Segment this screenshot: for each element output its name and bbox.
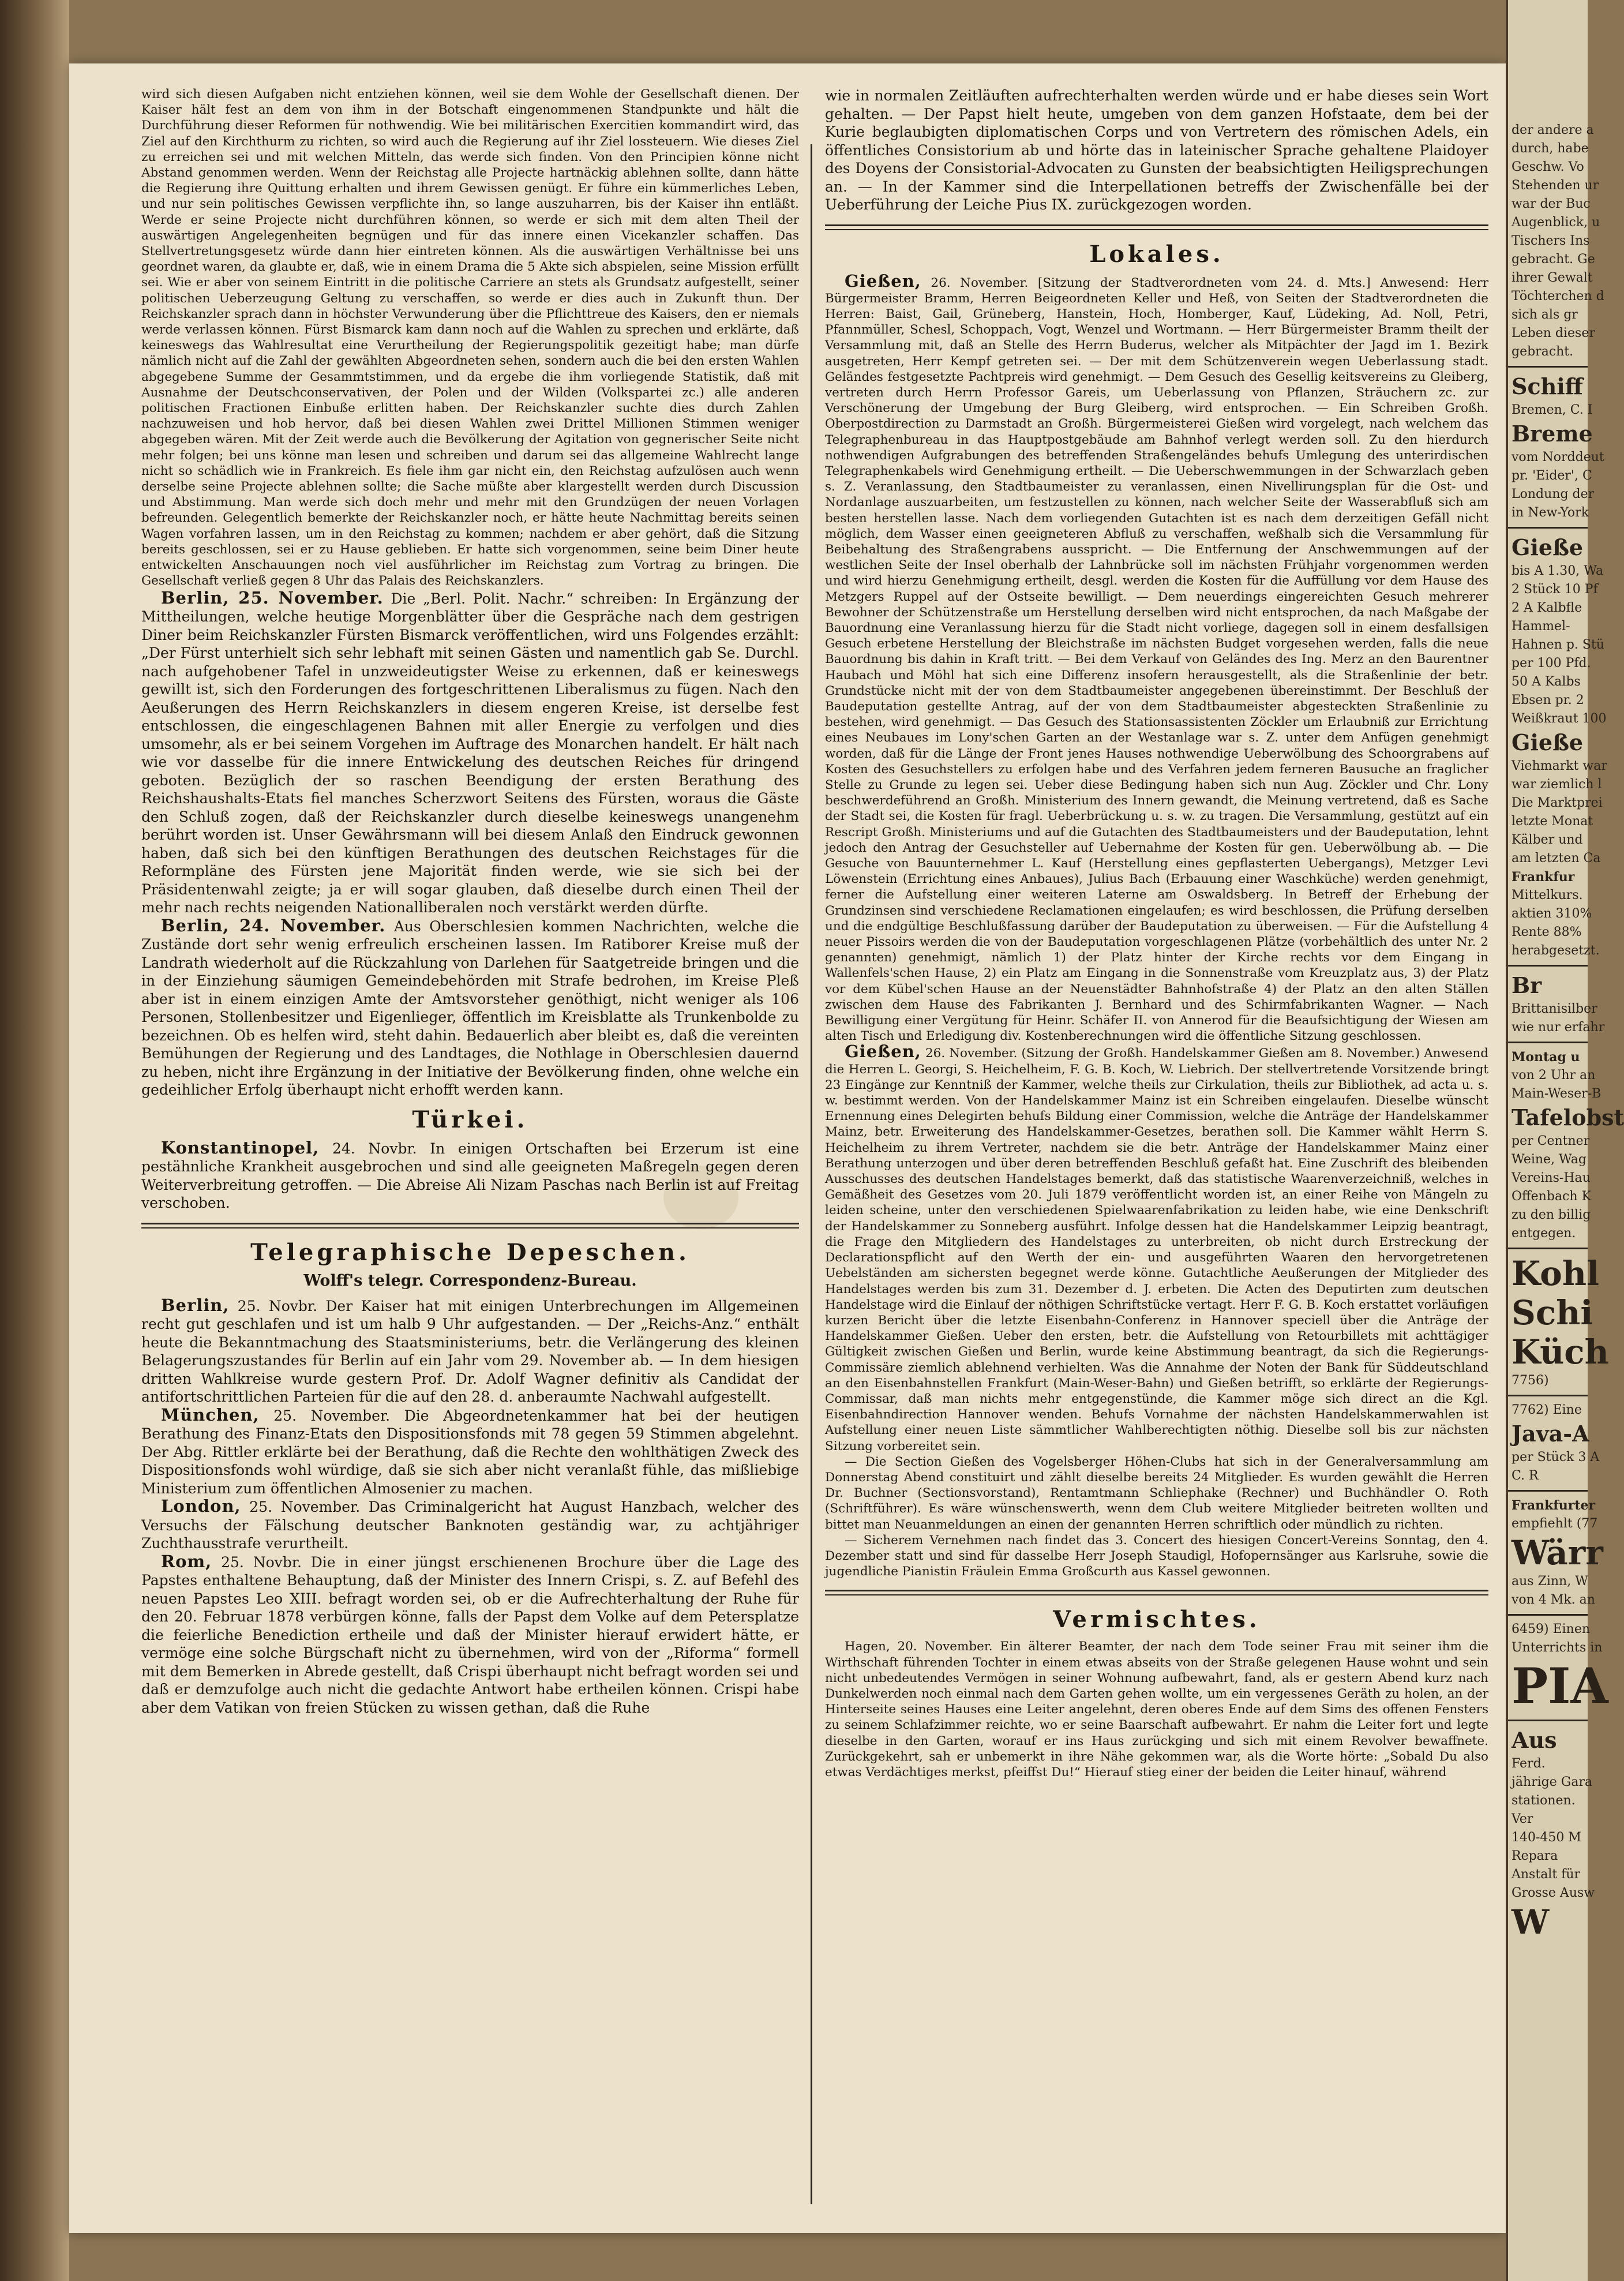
strip-line: aktien 310% [1512,907,1592,921]
strip-line: Anstalt für [1512,1867,1581,1882]
strip-line: 50 A Kalbs [1512,675,1581,689]
article-text: 24. Novbr. In einigen Ortschaften bei Erzerum ist eine pestähnliche Krankheit ausgebrochen und sind alle geeigneten Maßregeln gegen deren Weiterverbreitung getroffen. — Die Abreise Ali Nizam Paschas nach Berlin ist auf Freitag verschoben. [141,1140,799,1211]
strip-line: wie nur erfahr [1512,1020,1605,1035]
telegram-rom [141,1553,799,1717]
adjacent-page-strip [1506,0,1624,2281]
strip-line: aus Zinn, W [1512,1574,1588,1589]
strip-line: Geschw. Vo [1512,160,1584,174]
strip-line: Repara [1512,1849,1558,1863]
dateline: Berlin, 25. November. [161,587,384,608]
strip-line: jährige Gara [1512,1775,1593,1789]
article-text: Die „Berl. Polit. Nachr.“ schreiben: In Ergänzung der Mittheilungen, welche heutige Morgenblätter über die Gespräche nach dem gestrigen Diner beim Reichskanzler Fürsten Bismarck veröffentlichen, wird uns Folgendes erzählt: „Der Fürst unterhielt sich sehr lebhaft mit seinen Gästen und namentlich gab Se. Durchl. nach aufgehobener Tafel in unzweideutigster Weise zu erkennen, daß er keineswegs gewillt ist, sich den Forderungen des fortgeschrittenen Liberalismus zu fügen. Nach den Aeußerungen des Herrn Reichskanzlers in diesem engeren Kreise, ist derselbe fest entschlossen, die eingeschlagenen Bahnen mit aller Energie zu verfolgen und dies umsomehr, als er bei seinem Vorgehen im Auftrage des Monarchen handelt. Er hält nach wie vor dasselbe für die innere Entwickelung des deutschen Reiches für dringend geboten. Bezüglich der so raschen Beendigung der ersten Berathung des Reichshaushalts-Etats fiel manches Scherzwort Seitens des Fürsten, woraus die Gäste den Schluß zogen, daß der Reichskanzler durch dieselbe keineswegs unangenehm berührt worden ist. Unser Gewährsmann will bei diesem Anlaß den Eindruck gewonnen haben, daß sich bei den künftigen Berathungen des deutschen Reichstages für die Reformpläne des Fürsten jene Majorität finden werde, wie sie sich bei der Präsidentenwahl zeigte; ja er will sogar glauben, daß dieselbe durch einen Theil der mehr nach rechts neigenden Nationalliberalen noch verstärkt werden dürfte. [141,590,799,916]
strip-line: Töchterchen d [1512,289,1604,304]
strip-line: Tischers Ins [1512,234,1590,248]
article-bismarck-speech: wird sich diesen Aufgaben nicht entziehen können, weil sie dem Wohle der Gesellschaft dienen. Der Kaiser hält fest an dem von ihm in der Botschaft eingenommenen Standpunkte und hält die Durchführung dieser Reformen für nothwendig. Wie bei militärischen Exercitien kommandirt wird, das Ziel auf den Kirchthurm zu richten, so wird auch die Regierung auf ihr Ziel lossteuern. Wie dieses Ziel zu erreichen sei und mit welchen Mitteln, das werde sich finden. Von den Principien könne nicht Abstand genommen werden. Wenn der Reichstag alle Projecte hartnäckig ablehnen sollte, dann hätte die Regierung ihre Quittung erhalten und ihrem Gewissen genügt. Er führe ein kümmerliches Leben, und nur sein politisches Gewissen verpflichte ihn, so lange auszuharren, bis der Kaiser ihn entläßt. Werde er seine Projecte nicht durchführen können, so werde er sich mit dem alten Theil der auswärtigen Angelegenheiten begnügen und für das innere einen Vicekanzler schaffen. Das Stellvertretungsgesetz würde dann hier eintreten können. Als die auswärtigen Verhältnisse bei uns geordnet waren, da glaubte er, daß, wie in einem Drama die 5 Akte sich abspielen, seine Mission erfüllt sei. Wie er aber von seinem Eintritt in die politische Carriere an stets als Grundsatz aufgestellt, seiner politischen Ueberzeugung Geltung zu verschaffen, so werde er dies auch in Zukunft thun. Der Reichskanzler sprach dann in höchster Verwunderung über die Pflichttreue des Kaisers, den er niemals werde verlassen können. Fürst Bismarck kam dann noch auf die Wahlen zu sprechen und erklärte, daß keineswegs das Wahlresultat eine Verurtheilung der Regierungspolitik gezeitigt habe; man dürfe nämlich nicht auf die Zahl der gewählten Abgeordneten sehen, sondern auch die bei den ersten Wahlen abgegebene Summe der Gesammtstimmen, und da ergebe die ihm vorliegende Statistik, daß mit Ausnahme der Deutschconservativen, der Polen und der Wilden (Volkspartei zc.) alle anderen politischen Fractionen Einbuße erlitten haben. Der Reichskanzler suchte dies durch Zahlen nachzuweisen und hob hervor, daß bei diesen Wahlen zwei Drittel Millionen Stimmen weniger abgegeben wären. Mit der Zeit werde auch die Bevölkerung der Agitation von gegnerischer Seite nicht mehr folgen; bei uns könne man lesen und schreiben und darum sei das allgemeine Wahlrecht lange nicht so schädlich wie in Frankreich. Es fiele ihm gar nicht ein, den Reichstag aufzulösen auch wenn derselbe seine Projecte ablehnen sollte; die Sache müßte aber klargestellt werden durch Discussion und Abstimmung. Man werde sich doch mehr und mehr mit den Grundzügen der neuen Vorlagen befreunden. Gelegentlich bemerkte der Reichskanzler noch, er hätte heute Nachmittag bereits seinen Wagen vorfahren lassen, um in den Reichstag zu kommen; nachdem er aber gehört, daß die Sitzung bereits geschlossen, sei er zu Hause geblieben. Er hatte sich vorgenommen, seine beim Diner heute entwickelten Anschauungen noch viel ausführlicher im Reichstag zum Vortrag zu bringen. Die Gesellschaft verließ gegen 8 Uhr das Palais des Reichskanzlers. [141,87,799,589]
strip-line: Bremen, C. I [1512,403,1593,417]
strip-line: war ziemlich l [1512,777,1602,792]
article-text: Aus Oberschlesien kommen Nachrichten, welche die Zustände dort sehr wenig erfreulich erscheinen lassen. Im Ratiborer Kreise muß der Landrath wiederholt auf die Rückzahlung von Darlehen für Saatgetreide bringen und die in der Einziehung säumigen Gemeindebehörden mit Strafe bedrohen, im Kreise Pleß aber ist in einem einzigen Amte der Amtsvorsteher genöthigt, nicht weniger als 106 Personen, Stollenbesitzer und Eigenlieger, öffentlich im Kreisblatte als Trunkenbolde zu bezeichnen. Ob es helfen wird, steht dahin. Bedauerlich aber bleibt es, daß die vereinten Bemühungen der Regierung und des Landtages, die Nothlage in Oberschlesien dauernd zu heben, nicht ihre Ergänzung in der Initiative der Bevölkerung finden, ohne welche ein gedeihlicher Erfolg überhaupt nicht erhofft werden kann. [141,917,799,1098]
dateline: Gießen, [845,1042,921,1062]
section-heading-lokales: Lokales. [1089,240,1224,268]
strip-line: Unterrichts in [1512,1640,1603,1655]
strip-ad-big: W [1512,1902,1550,1942]
article-handelskammer [825,1044,1488,1454]
strip-line: Stehenden ur [1512,178,1599,193]
strip-line: 2 Stück 10 Pf [1512,582,1598,597]
strip-line: gebracht. [1512,344,1574,359]
dateline: München, [161,1404,260,1425]
strip-line: Weißkraut 100 [1512,711,1607,726]
strip-ad-big: Küch [1512,1332,1609,1372]
dateline: Berlin, 24. November. [161,915,386,935]
strip-ad-big: Kohl [1512,1254,1600,1293]
strip-line: Die Marktprei [1512,796,1603,810]
section-heading-vermischtes: Vermischtes. [1053,1606,1261,1634]
strip-line: 7762) Eine [1512,1403,1582,1417]
article-text: 25. Novbr. Die in einer jüngst erschienenen Brochure über die Lage des Papstes enthaltene Behauptung, daß der Minister des Innern Crispi, s. Z. auf Befehl des neuen Papstes Leo XIII. befragt worden sei, ob er die Aufrechterhaltung der Ruhe für den 20. Februar 1878 verbürgen könne, falls der Papst dem Volke auf dem Petersplatze die feierliche Benediction ertheile und daß der Minister hierauf erwidert hätte, er vermöge eine solche Bürgschaft nicht zu übernehmen, wird von der „Riforma“ formell mit dem Bemerken in Abrede gestellt, daß Crispi überhaupt nicht befragt worden sei und daß er demzufolge auch nicht die gedachte Antwort habe ertheilen können. Crispi habe aber dem Vatikan von freien Stücken zu wissen gethan, daß die Ruhe [141,1553,800,1716]
strip-line: von 4 Mk. an [1512,1593,1595,1607]
section-rule [825,224,1488,230]
strip-line: 6459) Einen [1512,1622,1591,1636]
strip-line: Ferd. [1512,1756,1546,1771]
dateline: Rom, [161,1551,212,1571]
strip-ad: Br [1512,972,1542,998]
telegram-muenchen [141,1406,799,1498]
strip-line: Vereins-Hau [1512,1171,1591,1185]
strip-line: entgegen. [1512,1226,1576,1241]
strip-ad: Aus [1512,1727,1557,1753]
dateline: Konstantinopel, [161,1137,320,1158]
dateline: Gießen, [845,271,921,291]
strip-line: Ver [1512,1812,1533,1826]
strip-line: Main-Weser-B [1512,1087,1602,1101]
strip-heading: Schiff [1512,373,1583,399]
section-rule [825,1590,1488,1595]
strip-line: in New-York [1512,505,1589,520]
section-rule [141,1223,799,1228]
strip-line: bis A 1.30, Wa [1512,564,1604,578]
strip-line: 140-450 M [1512,1830,1581,1845]
dateline: London, [161,1496,241,1516]
article-text: 26. November. [Sitzung der Stadtverordneten vom 24. d. Mts.] Anwesend: Herr Bürgermeister Bramm, Herren Beigeordneten Keller und Heß, von Seiten der Stadtverordneten die Herren: Baist, Gail, Grüneberg, Hanstein, Hoch, Homberger, Kauf, Lüdeking, Ad. Noll, Petri, Pfannmüller, Schesl, Schoppach, Vogt, Wenzel und Wortmann. — Herr Bürgermeister Bramm theilt der Versammlung mit, daß an Stelle des Herrn Buderus, welcher als Mitpächter der Jagd im 1. Bezirk ausgetreten, Herr Kempf getreten sei. — Der mit dem Schützenverein wegen Ueberlassung stadt. Geländes festgesetzte Pachtpreis wird genehmigt. — Dem Gesuch des Gesellig keitsvereins zu Gleiberg, vertreten durch Herrn Professor Gareis, um Ueberlassung von Pflanzen, Sträuchern zc. zur Verschönerung der Umgebung der Burg Gleiberg, wird entsprochen. — Ein Schreiben Großh. Oberpostdirection zu Darmstadt an Großh. Bürgermeisterei Gießen wird vorgelegt, nach welchem das Telegraphenbureau in das Hauptpostgebäude am Bahnhof verlegt werden soll. Zu den hierdurch nothwendigen Aufgrabungen des betreffenden Straßengeländes behufs Umlegung des unterirdischen Telegraphenkabels wird Genehmigung ertheilt. — Die Ueberschwemmungen in der Schwarzlach geben s. Z. Veranlassung, den Stadtbaumeister zu veranlassen, einen Nivellirungsplan für die Ost- und Nordanlage auszuarbeiten, um festzustellen zu können, nach welcher Seite der Wasserabfluß sich am besten herstellen lasse. Nach dem vorliegenden Gutachten ist es nach dem derzeitigen Gefäll nicht möglich, dem Wasser einen geeigneteren Abfluß zu verschaffen, weßhalb sich die Versammlung für Beibehaltung des Straßengrabens ausspricht. — Die Entfernung der Anschwemmungen auf der westlichen Seite der Insel oberhalb der Lahnbrücke soll im nächsten Frühjahr vorgenommen werden und wird hierzu Genehmigung ertheilt, desgl. werden die Kosten für die Auffüllung vor dem Hause des Metzgers Ruppel auf der Ostseite bewilligt. — Dem neuerdings eingereichten Gesuch mehrerer Bewohner der Schützenstraße um Herstellung derselben wird nicht entsprochen, da nach Maßgabe der Bauordnung eine Veranlassung hierzu für die Stadt nicht vorliege, dagegen soll in einem desfallsigen Gesuch erbetene Herstellung der Bleichstraße im nächsten Budget vorgesehen werden, falls die neue Bauordnung bis dahin in Kraft tritt. — Bei dem Verkauf von Geländes des Ing. Merz an den Baurentner Haubach und Möhl hat sich eine Differenz insofern herausgestellt, als die Straßenlinie der betr. Grundstücke nicht mit der von dem Stadtbaumeister angegebenen übereinstimmt. Der Beschluß der Baudeputation gestellte Antrag, auf der von dem Stadtbaumeister abgesteckten Straßenlinie zu bestehen, wird genehmigt. — Das Gesuch des Stationsassistenten Zöckler um Erlaubniß zur Errichtung eines Neubaues im Lony'schen Garten an der Westanlage war s. Z. unter dem Anfügen genehmigt worden, daß für die Länge der Front jenes Hauses nothwendige Ueberwölbung des Schoorgrabens auf Kosten des Gesuchstellers zu erfolgen habe und des Verfahren jedem ferneren Bausuche an fraglicher Stelle zu Grunde zu legen sei. Ueber diese Bedingung haben sich nun Aug. Zöckler und Chr. Lony beschwerdeführend an Großh. Ministerium des Innern gewandt, die Meinung vertretend, daß es Sache der Stadt sei, die Kosten für fragl. Ueberbrückung u. s. w. zu tragen. Die Versammlung, gestützt auf ein Rescript Großh. Ministeriums und auf die Gutachten des Stadtbaumeisters und der Baudeputation, lehnt jedoch den Antrag der Gesuchsteller auf Uebernahme der Kosten für gen. Ueberwölbung ab. — Die Gesuche von Bauunternehmer L. Kauf (Herstellung eines gepflasterten Uebergangs), Metzger Levi Löwenstein (Errichtung eines Anbaues), Julius Bach (Erbauung einer Waschküche) werden genehmigt, ferner die Aufstellung einer weiteren Laterne am Oswaldsberg. In Betreff der Erhebung der Grundzinsen sind verschiedene Reclamationen eingelaufen; es wird beschlossen, die Prüfung derselben und die endgültige Beschlußfassung darüber der Baudeputation zu überweisen. — Für die Aufstellung 4 neuer Pissoirs werden die von der Baudeputation vorgeschlagenen Plätze (vorbehältlich des unter Nr. 2 genannten) genehmigt, nämlich 1) der Platz hinter der Kirche rechts vor dem Eingang in Wallenfels'schen Hause, 2) ein Platz am Eingang in die Sonnenstraße vom Kreuzplatz aus, 3) der Platz vor dem Kübel'schen Hause an der Neuenstädter Bahnhofstraße 4) der Platz an den alten Ställen zwischen dem Hause des Fabrikanten J. Bernhard und des Schirmfabrikanten Wagner. — Nach Bewilligung einer Vergütung für Heinr. Schäfer II. von Annerod für die Beaufsichtigung der Wiesen am alten Tisch und Erledigung div. Kostenberechnungen wird die öffentliche Sitzung geschlossen. [825,275,1488,1044]
strip-line: Rente 88% [1512,925,1582,939]
strip-line: war der Buc [1512,197,1591,211]
telegram-berlin [141,1297,799,1406]
section-subheading-wolff: Wolff's telegr. Correspondenz-Bureau. [303,1271,637,1290]
strip-ad-big: PIA [1512,1657,1608,1714]
strip-line: Mittelkurs. [1512,888,1583,902]
strip-ad-big: Schi [1512,1293,1593,1332]
strip-line: sich als gr [1512,308,1578,322]
strip-line: 2 A Kalbfle [1512,601,1582,615]
article-stadtverordneten [825,271,1488,1044]
strip-line: der andere a [1512,123,1594,137]
column-divider [811,144,812,2204]
strip-line: Montag u [1512,1050,1580,1065]
strip-line: Augenblick, u [1512,215,1600,230]
strip-line: Viehmarkt war [1512,759,1607,773]
strip-line: vom Norddeut [1512,450,1604,465]
strip-line: 7756) [1512,1373,1549,1388]
article-vogelsberger: — Die Section Gießen des Vogelsberger Höhen-Clubs hat sich in der Generalversammlung am Donnerstag Abend constituirt und zählt dieselbe bereits 24 Mitglieder. Es wurden gewählt die Herren Dr. Buchner (Sectionsvorstand), Rentamtmann Schliephake (Rechner) und Buchhändler O. Roth (Schriftführer). Es wäre wünschenswerth, wenn dem Club weitere Mitglieder beitreten wollten und bittet man Neuanmeldungen an einen der genannten Herren schriftlich oder mündlich zu richten. [825,1454,1488,1532]
strip-line: durch, habe [1512,141,1589,156]
strip-line: von 2 Uhr an [1512,1068,1596,1083]
strip-ad: Tafelobst [1512,1104,1624,1130]
article-text: 25. November. Das Criminalgericht hat August Hanzbach, welcher des Versuchs der Fälschung deutscher Banknoten geständig war, zu achtjähriger Zuchthausstrafe verurtheilt. [141,1499,799,1552]
column-left [141,87,799,2187]
strip-line: per 100 Pfd. [1512,656,1591,671]
strip-line: Hahnen p. Stü [1512,638,1604,652]
strip-line: letzte Monat [1512,814,1593,829]
article-text: 26. November. (Sitzung der Großh. Handelskammer Gießen am 8. November.) Anwesend die Herren L. Georgi, S. Heichelheim, F. G. B. Koch, W. Liebrich. Der stellvertretende Vorsitzende bringt 23 Eingänge zur Kenntniß der Kammer, welche theils zur Cirkulation, theils zur Bibliothek, ad acta u. s. w. bestimmt werden. Von der Handelskammer Mainz ist ein Schreiben eingelaufen. Dieselbe wünscht Ernennung eines Delegirten behufs Bildung einer Commission, welche die Anträge der Handelskammer Mainz, betr. Erweiterung des Handelskammer-Gesetzes, berathen soll. Die Kammer wählt Herrn S. Heichelheim zu ihrem Vertreter, nachdem sie die betr. Anträge der Handelskammer Mainz einer Berathung unterzogen und über deren betreffenden Beschluß gefaßt hat. Eine Zuschrift des bleibenden Ausschusses des deutschen Handelstages bemerkt, daß das statistische Waarenverzeichniß, welches in Gemäßheit des Gesetzes vom 20. Juli 1879 veröffentlicht worden ist, an einer Reihe von Mängeln zu leiden scheine, unter den verschiedenen Spielwaarenfabrikation zu leiden habe, wie eine Denkschrift der Handelskammer zu Sonneberg ausführt. Infolge dessen hat die Handelskammer Leipzig beantragt, die Frage den Mitgliedern des Handelstages zu unterbreiten, ob nicht durch Erstreckung der Declarationspflicht auf den Werth der ein- und ausgeführten Waaren den hervorgetretenen Uebelständen am sichersten begegnet werde könne. Gutachtliche Aeußerungen der Mitglieder des Handelstages werden bis zum 31. Dezember d. J. erbeten. Die Acten des Deputirten zum deutschen Handelstage wird die Einlauf der nöthigen Schriftstücke vertagt. Herr F. G. B. Koch erstattet vorläufigen kurzen Bericht über die letzte Eisenbahn-Conferenz in Hannover speciell über die Anträge der Handelskammer Gießen. Ueber den ersten, betr. die Aufstellung von Retourbillets mit achttägiger Gültigkeit zwischen Gießen und Berlin, wurde keine Abstimmung beantragt, da sich die Regierungs-Commissäre ziemlich ablehnend verhielten. Was die Annahme der Noten der Bank für Süddeutschland an den Eisenbahnstellen Frankfurt (Main-Weser-Bahn) und Gießen betrifft, so erklärte der Regierungs-Commissar, daß man nichts mehr entgegenstünde, die Kammer möge sich direct an die Kgl. Eisenbahndirection Hannover wenden. Behufs Vornahme der nächsten Handelskammerwahlen ist Aufstellung einer neuen Liste sämmtlicher Wahlberechtigten nöthig. Dieselbe soll bis zur nächsten Sitzung vorbereitet sein. [825,1046,1488,1454]
article-berlin-24 [141,917,799,1099]
strip-line: gebracht. Ge [1512,252,1595,267]
strip-heading: Gieße [1512,729,1584,755]
section-heading-tuerkei: Türkei. [412,1106,528,1133]
strip-line: per Centner [1512,1134,1590,1148]
strip-line: Londung der [1512,487,1595,501]
strip-heading: Gieße [1512,534,1584,560]
dateline: Berlin, [161,1295,230,1315]
strip-line: empfiehlt (77 [1512,1516,1598,1531]
strip-line: Weine, Wag [1512,1152,1587,1167]
strip-ad-big: Wärr [1512,1533,1603,1572]
strip-line: Frankfurter [1512,1498,1596,1513]
article-berlin-25 [141,589,799,917]
article-rom-continued: wie in normalen Zeitläuften aufrechterhalten werden würde und er habe dieses sein Wort gehalten. — Der Papst hielt heute, umgeben von dem ganzen Hofstaate, dem bei der Kurie beglaubigten diplomatischen Corps und von Vertretern des römischen Adels, ein öffentliches Consistorium ab und hörte das in lateinischer Sprache gehaltene Plaidoyer des Doyens der Consistorial-Advocaten zu Gunsten der beabsichtigten Heiligsprechungen an. — In der Kammer sind die Interpellationen betreffs der Zwischenfälle bei der Ueberführung der Leiche Pius IX. zurückgezogen worden. [825,87,1488,213]
strip-line: per Stück 3 A [1512,1450,1600,1465]
strip-line: C. R [1512,1469,1539,1483]
article-hagen: Hagen, 20. November. Ein älterer Beamter, der nach dem Tode seiner Frau mit seiner ihm die Wirthschaft führenden Tochter in einem etwas abseits von der Straße gelegenen Hause wohnt und sein nicht unbedeutendes Vermögen in seiner Wohnung aufbewahrt, fand, als er gestern Abend kurz nach Dunkelwerden noch einmal nach dem Garten gehen wollte, um ein vergessenes Geräth zu holen, an der Hinterseite seines Hauses eine Leiter angelehnt, deren oberes Ende auf dem Sims des offenen Fensters zu seinem Schlafzimmer reichte, wo er seine Baarschaft aufbewahrt. Er nahm die Leiter fort und legte dieselbe in den Garten, worauf er ins Haus zurückging und sich mit einem Revolver bewaffnete. Zurückgekehrt, sah er unbemerkt in ihre Nähe gekommen war, als die Worte hörte: „Sobald Du also etwas Verdächtiges merkst, pfeiffst Du!“ Hierauf stieg einer der beiden die Leiter hinauf, während [825,1639,1488,1780]
strip-line: stationen. [1512,1793,1576,1808]
strip-line: Hammel- [1512,619,1570,634]
strip-line: Offenbach K [1512,1189,1591,1204]
article-concert: — Sicherem Vernehmen nach findet das 3. Concert des hiesigen Concert-Vereins Sonntag, den 4. Dezember statt und sind für dasselbe Herr Joseph Staudigl, Hofopernsänger aus Karlsruhe, sowie die jugendliche Pianistin Fräulein Emma Großcurth aus Kassel gewonnen. [825,1533,1488,1579]
article-text: 25. Novbr. Der Kaiser hat mit einigen Unterbrechungen im Allgemeinen recht gut geschlafen und ist um halb 9 Uhr aufgestanden. — Der „Reichs-Anz.“ enthält heute die Bekanntmachung des Staatsministeriums, betr. die Verlängerung des kleinen Belagerungszustandes für Berlin auf ein Jahr vom 29. November ab. — In dem hiesigen dritten Wahlkreise wurde gestern Prof. Dr. Adolf Wagner definitiv als Candidat der antifortschrittlichen Parteien für die auf den 28. d. anberaumte Nachwahl aufgestellt. [141,1297,799,1405]
strip-line: Leben dieser [1512,326,1595,340]
strip-line: Kälber und [1512,833,1583,847]
strip-line: pr. 'Eider', C [1512,469,1592,483]
strip-ad: Java-A [1512,1421,1589,1447]
strip-line: Brittanisilber [1512,1002,1597,1016]
strip-line: herabgesetzt. [1512,943,1600,958]
strip-line: Grosse Ausw [1512,1886,1595,1900]
strip-heading: Frankfur [1512,870,1575,885]
article-text: 25. November. Die Abgeordnetenkammer hat bei der heutigen Berathung des Finanz-Etats den Dispositionsfonds mit 78 gegen 59 Stimmen abgelehnt. Der Abg. Rittler erklärte bei der Berathung, daß die Rechte den wohlthätigen Zweck des Dispositionsfonds wohl würdige, daß sie sich aber nicht veranlaßt fühle, das mißliebige Ministerium zum öffentlichen Almosenier zu machen. [141,1407,799,1497]
telegram-london [141,1497,799,1553]
strip-line: zu den billig [1512,1208,1591,1222]
book-binding [0,0,69,2281]
strip-line: Breme [1512,421,1593,447]
strip-line: ihrer Gewalt [1512,271,1593,285]
section-heading-telegraph: Telegraphische Depeschen. [250,1238,690,1266]
column-right [825,87,1488,2187]
strip-line: Ebsen pr. 2 [1512,693,1584,707]
strip-line: am letzten Ca [1512,851,1601,866]
article-konstantinopel [141,1139,799,1212]
